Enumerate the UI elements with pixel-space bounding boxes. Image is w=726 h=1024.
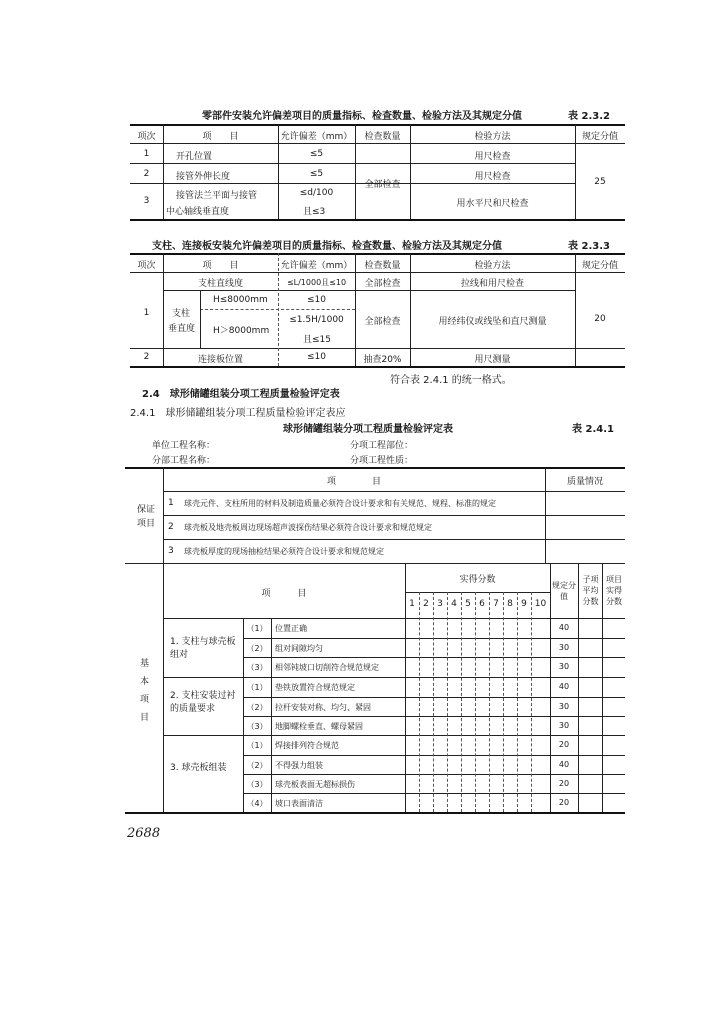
table-number-2-4-1: 表 2.4.1 <box>572 424 614 435</box>
table-title-2-4-1: 球形储罐组装分项工程质量检验评定表 <box>283 424 453 435</box>
rule <box>419 592 420 812</box>
row-number: 1 <box>143 308 150 318</box>
row-tolerance: ≤10 <box>307 295 326 305</box>
col-header: 规定分值 <box>581 261 618 271</box>
height-condition: H≤8000mm <box>213 295 268 305</box>
row-item: 支柱直线度 <box>197 279 243 289</box>
score-col-header: 10 <box>534 599 547 609</box>
section-label: 项目 <box>137 519 156 529</box>
row-number: （4） <box>246 799 268 808</box>
rule <box>130 272 625 273</box>
row-method: 用尺测量 <box>474 355 511 365</box>
fixed-score: 20 <box>558 798 570 807</box>
form-label: 分部工程名称： <box>152 456 216 466</box>
score-col-header: 6 <box>479 599 485 609</box>
fixed-score: 40 <box>558 623 570 632</box>
row-text: 坡口表面清洁 <box>275 799 323 808</box>
rule <box>243 793 625 794</box>
score-col-header: 3 <box>437 599 443 609</box>
check-quantity: 全部检查 <box>364 279 401 289</box>
rule <box>163 735 625 736</box>
fixed-score: 20 <box>594 314 606 324</box>
row-number: 2 <box>143 169 150 179</box>
row-number: 1 <box>143 149 150 159</box>
row-item: 连接板位置 <box>197 355 243 365</box>
rule <box>130 366 625 368</box>
row-number: 3 <box>143 196 150 206</box>
rule <box>163 290 575 291</box>
row-item-line2: 中心轴线垂直度 <box>166 207 230 217</box>
score-col-header: 2 <box>423 599 429 609</box>
row-text: 垫铁放置符合规范规定 <box>275 683 355 692</box>
row-number: （2） <box>246 761 268 770</box>
col-header: 项 目 <box>202 261 239 271</box>
check-quantity: 全部检查 <box>364 317 401 327</box>
row-text: 球壳板表面无超标损伤 <box>275 780 355 789</box>
fixed-score: 30 <box>558 643 570 652</box>
check-quantity: 全部检查 <box>364 180 401 190</box>
row-method: 用水平尺和尺检查 <box>456 199 529 209</box>
rule <box>503 592 504 812</box>
col-header: 质量情况 <box>566 477 603 487</box>
rule <box>243 755 625 756</box>
rule <box>271 618 272 812</box>
guarantee-number: 1 <box>168 498 174 508</box>
col-header: 检验方法 <box>474 261 511 271</box>
section-heading: 2.4.1 球形储罐组装分项工程质量检验评定表应 <box>130 408 346 419</box>
col-header: 规定分值 <box>552 581 576 601</box>
rule <box>130 143 625 144</box>
section-label: 本 <box>140 677 150 687</box>
row-number: （1） <box>246 683 268 692</box>
rule <box>163 515 625 516</box>
col-header: 检查数量 <box>364 132 401 142</box>
row-tolerance: ≤L/1000且≤10 <box>286 278 347 287</box>
section-label: 项 <box>140 695 150 705</box>
row-tolerance: ≤10 <box>307 352 326 362</box>
row-text: 相邻钝坡口切削符合规范规定 <box>275 663 379 672</box>
score-col-header: 5 <box>465 599 471 609</box>
row-number: （2） <box>246 703 268 712</box>
row-method: 用尺检查 <box>474 172 511 182</box>
guarantee-text: 球壳板及地壳板周边现场超声波探伤结果必须符合设计要求和规范规定 <box>184 523 432 532</box>
rule <box>475 592 476 812</box>
fixed-score: 40 <box>558 760 570 769</box>
row-item: 开孔位置 <box>176 152 213 162</box>
score-col-header: 9 <box>521 599 527 609</box>
table-number-2-3-3: 表 2.3.3 <box>568 241 610 252</box>
row-tolerance: ≤1.5H/1000 <box>289 315 344 325</box>
row-text: 组对间隙均匀 <box>275 644 323 653</box>
guarantee-text: 球壳元件、支柱所用的材料及制造质量必须符合设计要求和有关规范、规程、标准的规定 <box>184 499 496 508</box>
row-tolerance-line2: 且≤15 <box>303 335 331 345</box>
rule <box>163 618 625 619</box>
rule <box>130 348 625 349</box>
fixed-score: 20 <box>558 740 570 749</box>
col-header: 项次 <box>137 261 156 271</box>
row-tolerance: ≤d/100 <box>299 188 334 198</box>
body-text: 符合表 2.4.1 的统一格式。 <box>390 375 512 386</box>
score-col-header: 8 <box>507 599 513 609</box>
table-caption-2-3-3: 支柱、连接板安装允许偏差项目的质量指标、检查数量、检验方法及其规定分值 <box>152 241 502 252</box>
row-text: 拉杆安装对称、均匀、紧固 <box>275 703 371 712</box>
row-number: （1） <box>246 741 268 750</box>
row-number: （3） <box>246 780 268 789</box>
row-tolerance: ≤5 <box>309 169 324 179</box>
rule <box>130 163 410 164</box>
row-method: 用经纬仪或线坠和直尺测量 <box>438 317 547 327</box>
rule <box>163 467 164 812</box>
section-label: 目 <box>140 713 150 723</box>
rule <box>243 657 625 658</box>
rule <box>405 592 550 593</box>
row-number: （3） <box>246 663 268 672</box>
rule <box>130 253 625 255</box>
height-condition: H＞8000mm <box>213 326 270 336</box>
rule <box>130 124 625 126</box>
col-header: 项 目 <box>202 132 239 142</box>
row-number: （2） <box>246 644 268 653</box>
fixed-score: 30 <box>558 702 570 711</box>
form-label: 分项工程部位： <box>350 441 414 451</box>
col-header: 实得分数 <box>459 575 496 585</box>
guarantee-number: 3 <box>168 546 174 556</box>
fixed-score: 20 <box>558 779 570 788</box>
section-label: 保证 <box>137 505 156 515</box>
form-label: 分项工程性质： <box>350 456 414 466</box>
row-number: （3） <box>246 722 268 731</box>
rule <box>125 812 625 814</box>
fixed-score: 40 <box>558 682 570 691</box>
row-text: 地脚螺栓垂直、螺母紧固 <box>275 722 363 731</box>
col-header: 子项平均分数 <box>582 575 599 606</box>
fixed-score: 25 <box>594 177 606 187</box>
group-label: 支柱 <box>172 309 191 319</box>
row-text: 不得强力组装 <box>275 761 323 770</box>
check-quantity: 抽查20% <box>363 355 402 365</box>
col-header: 项目实得分数 <box>606 575 622 606</box>
rule <box>243 774 625 775</box>
guarantee-number: 2 <box>168 522 174 532</box>
rule <box>517 592 518 812</box>
col-header: 项次 <box>137 132 156 142</box>
rule <box>531 592 532 812</box>
col-header: 检查数量 <box>364 261 401 271</box>
row-item: 接管外伸长度 <box>176 172 231 182</box>
table-number-2-3-2: 表 2.3.2 <box>568 111 610 122</box>
row-tolerance-line2: 且≤3 <box>303 207 326 217</box>
rule <box>243 697 625 698</box>
col-header: 项 目 <box>326 477 381 487</box>
col-header: 允许偏差（mm） <box>280 261 353 271</box>
form-label: 单位工程名称： <box>152 441 216 451</box>
row-method: 拉线和用尺检查 <box>460 279 524 289</box>
col-header: 规定分值 <box>581 132 618 142</box>
col-header: 检验方法 <box>474 132 511 142</box>
rule <box>163 677 625 678</box>
rule <box>243 638 625 639</box>
rule <box>243 716 625 717</box>
score-col-header: 4 <box>451 599 457 609</box>
group-name: 2. 支柱安装过衬的质量要求 <box>170 691 236 714</box>
col-header: 允许偏差（mm） <box>280 132 353 142</box>
rule <box>410 163 575 164</box>
rule <box>200 290 201 348</box>
fixed-score: 30 <box>558 662 570 671</box>
rule <box>163 491 625 492</box>
fixed-score: 30 <box>558 721 570 730</box>
rule <box>461 592 462 812</box>
rule <box>489 592 490 812</box>
row-text: 焊接排列符合规范 <box>275 741 339 750</box>
section-heading: 2.4 球形储罐组装分项工程质量检验评定表 <box>142 389 340 400</box>
group-label: 垂直度 <box>168 324 196 334</box>
rule <box>433 592 434 812</box>
rule <box>163 539 625 540</box>
group-name: 1. 支柱与球壳板组对 <box>170 637 236 660</box>
score-col-header: 7 <box>493 599 499 609</box>
row-number: （1） <box>246 624 268 633</box>
group-name: 3. 球壳板组装 <box>170 763 227 773</box>
guarantee-text: 球壳板厚度的现场抽检结果必须符合设计要求和规范规定 <box>184 547 384 556</box>
section-label: 基 <box>140 659 150 669</box>
row-item: 接管法兰平面与接管 <box>176 191 258 201</box>
page-number: 2688 <box>127 826 161 841</box>
rule <box>410 183 575 184</box>
row-tolerance: ≤5 <box>309 149 324 159</box>
row-text: 位置正确 <box>275 624 307 633</box>
rule <box>125 467 625 469</box>
rule <box>130 219 625 221</box>
col-header: 项 目 <box>261 589 307 599</box>
score-col-header: 1 <box>409 599 415 609</box>
table-caption-2-3-2: 零部件安装允许偏差项目的质量指标、检查数量、检验方法及其规定分值 <box>202 111 522 122</box>
rule <box>447 592 448 812</box>
row-method: 用尺检查 <box>474 152 511 162</box>
row-number: 2 <box>143 352 150 362</box>
